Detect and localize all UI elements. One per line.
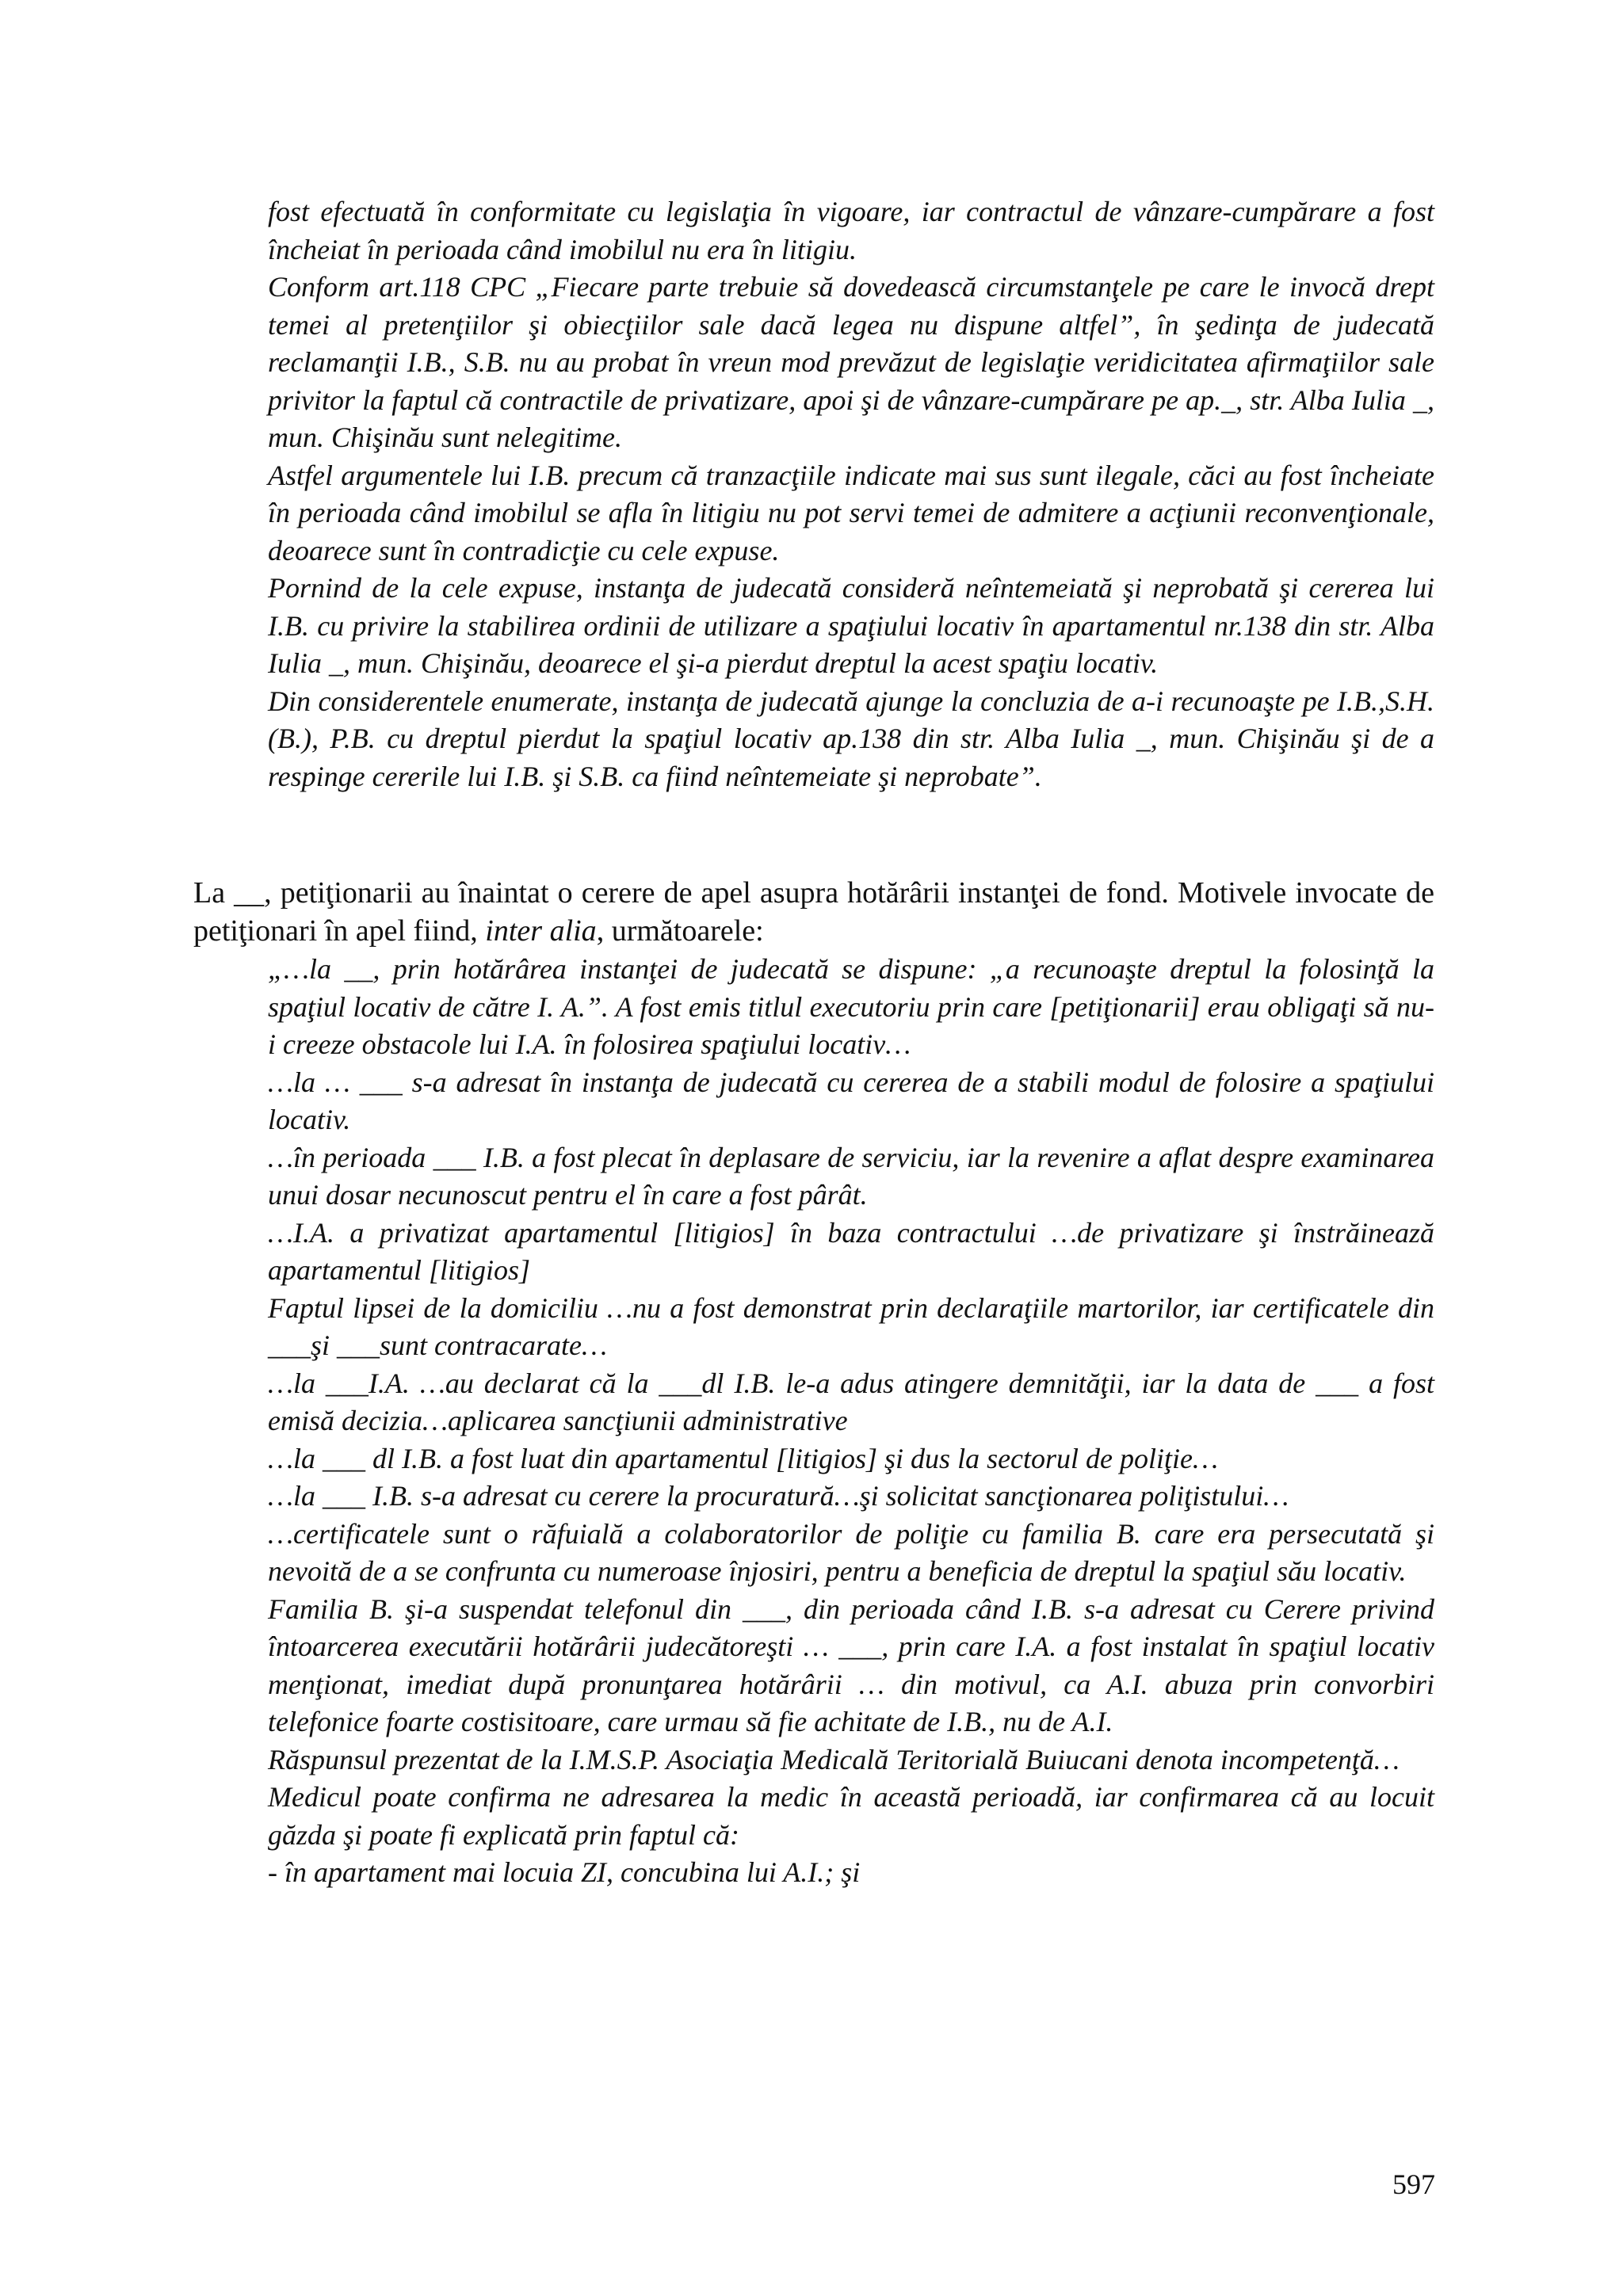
quote-paragraph: Medicul poate confirma ne adresarea la medic în această perioadă, iar confirmarea că au locuit găzda şi poate fi explicată prin faptul că: <box>268 1781 1434 1851</box>
quote-paragraph: Astfel argumentele lui I.B. precum că tranzacţiile indicate mai sus sunt ilegale, căci au fost încheiate în perioada când imobilul se afla în litigiu nu pot servi temei de admitere a acţiunii reconvenţionale, deoarece sunt în contradicţie cu cele expuse. <box>268 459 1434 566</box>
quote-paragraph: Pornind de la cele expuse, instanţa de judecată consideră neîntemeiată şi neprobată şi cererea lui I.B. cu privire la stabilirea ordinii de utilizare a spaţiului locativ în apartamentul nr.138 din str. Alba Iulia _, mun. Chişinău, deoarece el şi-a pierdut dreptul la acest spaţiu locativ. <box>268 572 1434 679</box>
quote-paragraph: …la ___I.A. …au declarat că la ___dl I.B. le-a adus atingere demnităţii, iar la data de ___ a fost emisă decizia…aplicarea sancţiunii administrative <box>268 1367 1434 1436</box>
body-text-italic: inter alia <box>485 914 597 948</box>
quote-paragraph: Conform art.118 CPC „Fiecare parte trebuie să dovedească circumstanţele pe care le invocă drept temei al pretenţiilor şi obiecţiilor sale dacă legea nu dispune altfel”, în şedinţa de judecată reclamanţii I.B., S.B. nu au probat în vreun mod prevăzut de legislaţie veridicitatea afirmaţiilor sale privitor la faptul că contractile de privatizare, apoi şi de vânzare-cumpărare pe ap._, str. Alba Iulia _, mun. Chişinău sunt nelegitime. <box>268 271 1434 453</box>
body-text: La __, petiţionarii au înaintat o cerere de apel asupra hotărârii instanţei de fond. Motivele invocate de petiţionari în apel fiind, <box>193 876 1434 948</box>
quote-paragraph: …la ___ dl I.B. a fost luat din apartamentul [litigios] şi dus la sectorul de poliţie… <box>268 1442 1219 1474</box>
quote-paragraph: Faptul lipsei de la domiciliu …nu a fost demonstrat prin declaraţiile martorilor, iar certificatele din ___şi ___sunt contracarate… <box>268 1291 1434 1361</box>
quoted-appeal-excerpt <box>268 951 1434 1892</box>
quote-paragraph: …I.A. a privatizat apartamentul [litigios] în baza contractului …de privatizare şi înstrăinează apartamentul [litigios] <box>268 1216 1434 1286</box>
quoted-judgment-excerpt <box>268 193 1434 795</box>
quote-paragraph: …certificatele sunt o răfuială a colaboratorilor de poliţie cu familia B. care era persecutată şi nevoită de a se confrunta cu numeroase înjosiri, pentru a beneficia de dreptul la spaţiul său locativ. <box>268 1517 1434 1587</box>
page-number: 597 <box>1392 2168 1435 2200</box>
quote-paragraph: …în perioada ___ I.B. a fost plecat în deplasare de serviciu, iar la revenire a aflat despre examinarea unui dosar necunoscut pentru el în care a fost pârât. <box>268 1141 1434 1211</box>
quote-paragraph: Răspunsul prezentat de la I.M.S.P. Asociaţia Medicală Teritorială Buiucani denota incompetenţă… <box>268 1743 1400 1775</box>
quote-paragraph: Familia B. şi-a suspendat telefonul din ___, din perioada când I.B. s-a adresat cu Cerere privind întoarcerea executării hotărârii judecătoreşti … ___, prin care I.A. a fost instalat în spaţiul locativ menţionat, imediat după pronunţarea hotărârii … din motivul, ca A.I. abuza prin convorbiri telefonice foarte costisitoare, care urmau să fie achitate de I.B., nu de A.I. <box>268 1592 1434 1737</box>
quote-paragraph: …la … ___ s-a adresat în instanţa de judecată cu cererea de a stabili modul de folosire a spaţiului locativ. <box>268 1066 1434 1135</box>
body-text: , următoarele: <box>596 914 764 948</box>
quote-paragraph: …la ___ I.B. s-a adresat cu cerere la procuratură…şi solicitat sancţionarea poliţistului… <box>268 1480 1289 1512</box>
body-paragraph <box>193 874 1434 950</box>
quote-paragraph: „…la __, prin hotărârea instanţei de judecată se dispune: „a recunoaşte dreptul la folosinţă la spaţiul locativ de către I. A.”. A fost emis titlul executoriu prin care [petiţionarii] erau obligaţi să nu-i creeze obstacole lui I.A. în folosirea spaţiului locativ… <box>268 953 1434 1060</box>
quote-paragraph: fost efectuată în conformitate cu legislaţia în vigoare, iar contractul de vânzare-cumpărare a fost încheiat în perioada când imobilul nu era în litigiu. <box>268 196 1434 265</box>
quote-paragraph: - în apartament mai locuia ZI, concubina lui A.I.; şi <box>268 1856 861 1888</box>
quote-paragraph: Din considerentele enumerate, instanţa de judecată ajunge la concluzia de a-i recunoaşte pe I.B.,S.H. (B.), P.B. cu dreptul pierdut la spaţiul locativ ap.138 din str. Alba Iulia _, mun. Chişinău şi de a respinge cererile lui I.B. şi S.B. ca fiind neîntemeiate şi neprobate”. <box>268 685 1434 792</box>
